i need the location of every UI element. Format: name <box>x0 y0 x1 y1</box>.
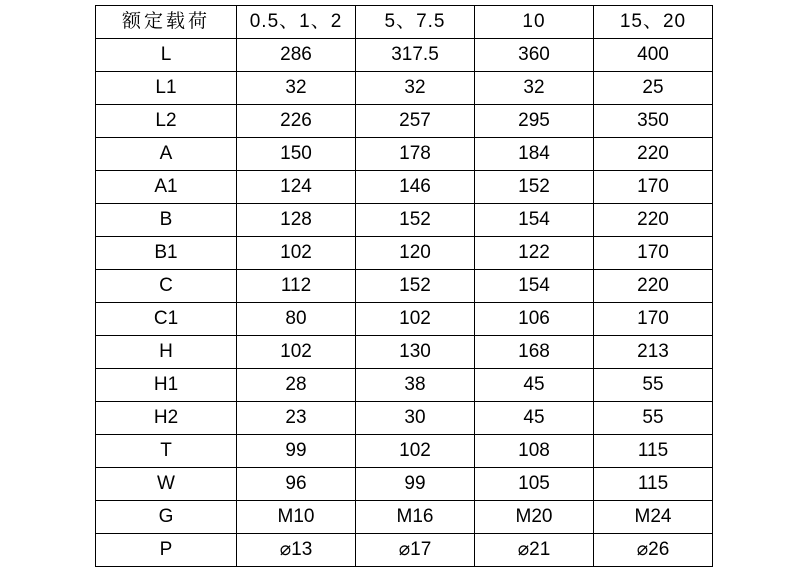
row-value: 115 <box>594 468 713 501</box>
table-row <box>96 435 713 468</box>
row-label: C1 <box>96 303 237 336</box>
row-value: 45 <box>475 402 594 435</box>
header-cell-load-2: 10 <box>475 6 594 39</box>
row-value: 96 <box>237 468 356 501</box>
row-value: 360 <box>475 39 594 72</box>
header-cell-row-label: 额定载荷 <box>96 6 237 39</box>
row-label: C <box>96 270 237 303</box>
row-value: 170 <box>594 237 713 270</box>
table-row <box>96 534 713 567</box>
row-value: 120 <box>356 237 475 270</box>
table-body <box>96 6 713 567</box>
row-label: B1 <box>96 237 237 270</box>
table-header-row <box>96 6 713 39</box>
row-value: 350 <box>594 105 713 138</box>
row-label: A <box>96 138 237 171</box>
row-value: 152 <box>475 171 594 204</box>
row-value: 99 <box>356 468 475 501</box>
row-value: 152 <box>356 204 475 237</box>
row-label: H2 <box>96 402 237 435</box>
row-value: 80 <box>237 303 356 336</box>
row-value: 168 <box>475 336 594 369</box>
row-value: 130 <box>356 336 475 369</box>
row-label: L1 <box>96 72 237 105</box>
row-value: M24 <box>594 501 713 534</box>
row-label: T <box>96 435 237 468</box>
row-value: 213 <box>594 336 713 369</box>
row-value: 55 <box>594 369 713 402</box>
header-cell-load-0: 0.5、1、2 <box>237 6 356 39</box>
row-value: M16 <box>356 501 475 534</box>
row-value: 102 <box>237 336 356 369</box>
row-label: L2 <box>96 105 237 138</box>
row-label: A1 <box>96 171 237 204</box>
row-value: 146 <box>356 171 475 204</box>
table-row <box>96 468 713 501</box>
row-value: 55 <box>594 402 713 435</box>
row-label: P <box>96 534 237 567</box>
table-row <box>96 336 713 369</box>
table-row <box>96 270 713 303</box>
table-row <box>96 237 713 270</box>
row-value: M10 <box>237 501 356 534</box>
row-value: 295 <box>475 105 594 138</box>
row-value: 102 <box>356 303 475 336</box>
row-value: 30 <box>356 402 475 435</box>
row-value: 170 <box>594 171 713 204</box>
row-label: B <box>96 204 237 237</box>
row-value: 128 <box>237 204 356 237</box>
row-value: 32 <box>237 72 356 105</box>
row-value: 226 <box>237 105 356 138</box>
row-value: 220 <box>594 270 713 303</box>
row-value: 220 <box>594 138 713 171</box>
row-value: 28 <box>237 369 356 402</box>
row-value: 124 <box>237 171 356 204</box>
table-row <box>96 402 713 435</box>
row-value: 257 <box>356 105 475 138</box>
row-value: 286 <box>237 39 356 72</box>
table-row <box>96 138 713 171</box>
row-label: G <box>96 501 237 534</box>
row-value: 102 <box>356 435 475 468</box>
row-value: 25 <box>594 72 713 105</box>
row-value: 105 <box>475 468 594 501</box>
table-row <box>96 105 713 138</box>
row-value: 32 <box>475 72 594 105</box>
row-value: 106 <box>475 303 594 336</box>
row-value: 32 <box>356 72 475 105</box>
row-value: ⌀13 <box>237 534 356 567</box>
row-value: 150 <box>237 138 356 171</box>
row-value: 38 <box>356 369 475 402</box>
row-value: 45 <box>475 369 594 402</box>
table-row <box>96 303 713 336</box>
row-value: 170 <box>594 303 713 336</box>
row-value: M20 <box>475 501 594 534</box>
row-value: 317.5 <box>356 39 475 72</box>
row-value: 220 <box>594 204 713 237</box>
row-value: 178 <box>356 138 475 171</box>
row-value: 122 <box>475 237 594 270</box>
row-value: 115 <box>594 435 713 468</box>
table-row <box>96 369 713 402</box>
table-row <box>96 171 713 204</box>
row-value: 99 <box>237 435 356 468</box>
row-label: W <box>96 468 237 501</box>
row-label: L <box>96 39 237 72</box>
header-cell-load-1: 5、7.5 <box>356 6 475 39</box>
row-value: 102 <box>237 237 356 270</box>
header-cell-load-3: 15、20 <box>594 6 713 39</box>
row-value: 108 <box>475 435 594 468</box>
table-row <box>96 501 713 534</box>
row-value: 154 <box>475 270 594 303</box>
row-value: 154 <box>475 204 594 237</box>
row-value: 184 <box>475 138 594 171</box>
specification-table <box>95 5 713 567</box>
table-row <box>96 72 713 105</box>
row-value: ⌀21 <box>475 534 594 567</box>
row-value: ⌀17 <box>356 534 475 567</box>
row-value: 23 <box>237 402 356 435</box>
table-row <box>96 204 713 237</box>
row-value: 152 <box>356 270 475 303</box>
row-value: 400 <box>594 39 713 72</box>
row-value: ⌀26 <box>594 534 713 567</box>
row-label: H <box>96 336 237 369</box>
row-value: 112 <box>237 270 356 303</box>
table-row <box>96 39 713 72</box>
row-label: H1 <box>96 369 237 402</box>
